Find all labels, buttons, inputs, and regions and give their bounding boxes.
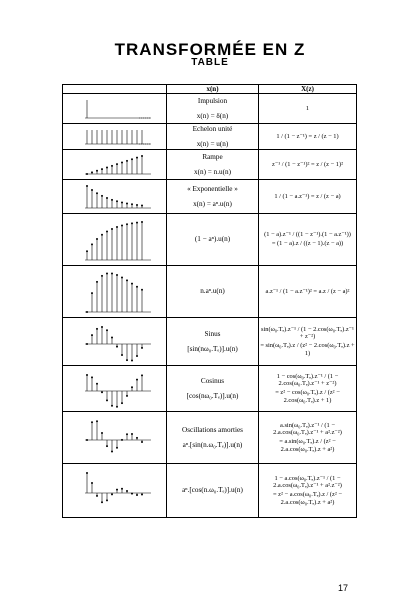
signal-definition-cell (167, 464, 259, 518)
signal-plot-cell (63, 464, 167, 518)
stem-marker (106, 197, 108, 199)
stem-marker (136, 285, 138, 287)
stem-marker (96, 192, 98, 194)
stem-marker (96, 382, 98, 384)
stem-marker (111, 336, 113, 338)
stem-marker (86, 343, 88, 345)
signal-name: Cosinus (200, 376, 225, 385)
stem-marker (126, 489, 128, 491)
signal-expression: aⁿ.[cos(n.ω₀.Tₑ)].u(n) (182, 486, 243, 495)
z-transform-cell (259, 94, 357, 124)
stem-marker (111, 493, 113, 495)
signal-expression: aⁿ.[sin(n.ω₀.Tₑ)].u(n) (182, 440, 243, 449)
signal-name: Oscillations amorties (182, 425, 243, 434)
stem-marker (136, 156, 138, 158)
stem-marker (121, 224, 123, 226)
stem-marker (101, 233, 103, 235)
stem-marker (116, 273, 118, 275)
stem-marker (131, 222, 133, 224)
signal-expression: x(n) = δ(n) (196, 111, 229, 120)
stem-marker (131, 282, 133, 284)
table-row (63, 94, 357, 124)
stem-marker (136, 354, 138, 356)
stem-marker (141, 221, 143, 223)
stem-marker (106, 329, 108, 331)
stem-marker (106, 399, 108, 401)
signal-plot-cell (63, 318, 167, 366)
stem-marker (116, 163, 118, 165)
signal-name: Sinus (204, 329, 221, 338)
table-row (63, 214, 357, 266)
z-transform-expression: = (1 − a).z / ((z − 1).(z − a)) (271, 240, 344, 247)
signal-name: Echelon unité (192, 124, 233, 133)
stem-marker (96, 327, 98, 329)
stem-marker (101, 194, 103, 196)
signal-definition-cell (167, 124, 259, 150)
stem-marker (121, 487, 123, 489)
table-row (63, 180, 357, 214)
sequence-plot-sin (65, 319, 165, 365)
stem-marker (126, 202, 128, 204)
sequence-plot-step (65, 125, 165, 149)
signal-expression: [sin(nω₀.Tₑ)].u(n) (187, 344, 238, 353)
stem-marker (111, 228, 113, 230)
z-transform-expression: sin(ω₀.Tₑ).z⁻¹ / (1 − 2.cos(ω₀.Tₑ).z⁻¹ + z⁻²) (261, 325, 354, 341)
z-transform-cell (259, 180, 357, 214)
sequence-plot-exp (65, 181, 165, 213)
stem-marker (86, 374, 88, 376)
header-plot-spacer (63, 85, 167, 94)
table-row (63, 124, 357, 150)
signal-expression: n.aⁿ.u(n) (200, 287, 225, 296)
stem-marker (101, 391, 103, 393)
table-row (63, 366, 357, 412)
signal-plot-cell (63, 214, 167, 266)
z-transform-cell (259, 214, 357, 266)
z-transform-expression: = z² − cos(ω₀.Tₑ).z / (z² − 2.cos(ω₀.Tₑ).z + 1) (275, 389, 340, 404)
z-transform-expression: 1 (305, 104, 310, 112)
page-subtitle: TABLE (191, 57, 229, 68)
stem-marker (116, 446, 118, 448)
stem-marker (86, 173, 88, 175)
stem-marker (111, 272, 113, 274)
stem-marker (96, 169, 98, 171)
z-transform-expression: 1 − a.cos(ω₀.Tₑ).z⁻¹ / (1 − 2.a.cos(ω₀.Tₑ).z⁻¹ + a².z⁻²) (273, 474, 342, 490)
stem-marker (116, 226, 118, 228)
stem-marker (86, 439, 88, 441)
stem-marker (126, 223, 128, 225)
z-transform-expression: 1 − cos(ω₀.Tₑ).z⁻¹ / (1 − 2.cos(ω₀.Tₑ).z⁻¹ + z⁻²) (276, 372, 339, 388)
signal-plot-cell (63, 266, 167, 318)
stem-marker (141, 493, 143, 495)
signal-plot-cell (63, 150, 167, 180)
sequence-plot-impulse (65, 95, 165, 123)
stem-marker (96, 420, 98, 422)
z-transform-cell (259, 366, 357, 412)
stem-marker (91, 171, 93, 173)
stem-marker (141, 374, 143, 376)
signal-name: « Exponentielle » (187, 184, 238, 193)
stem-marker (96, 237, 98, 239)
signal-plot-cell (63, 94, 167, 124)
column-header-xz: X(z) (259, 85, 357, 94)
stem-marker (106, 499, 108, 501)
stem-marker (86, 185, 88, 187)
signal-definition-cell (167, 94, 259, 124)
table-row (63, 464, 357, 518)
signal-definition-cell (167, 366, 259, 412)
stem-marker (91, 292, 93, 294)
stem-marker (141, 441, 143, 443)
z-transform-expression: a.sin(ω₀.Tₑ).z⁻¹ / (1 − 2.a.cos(ω₀.Tₑ).z⁻¹ + a².z⁻²) (273, 421, 342, 437)
z-transform-expression: = a.sin(ω₀.Tₑ).z / (z² − 2.a.cos(ω₀.Tₑ).z + a²) (279, 438, 336, 453)
stem-marker (141, 346, 143, 348)
stem-marker (91, 243, 93, 245)
stem-marker (91, 421, 93, 423)
stem-marker (86, 311, 88, 313)
sequence-plot-ramp (65, 151, 165, 179)
signal-name: Rampe (202, 152, 223, 161)
stem-marker (101, 168, 103, 170)
sequence-plot-oneminus (65, 215, 165, 265)
z-transform-expression: = sin(ω₀.Tₑ).z / (z² − 2.cos(ω₀.Tₑ).z + 1) (260, 342, 355, 357)
signal-expression: (1 − aⁿ).u(n) (194, 235, 231, 244)
stem-marker (131, 158, 133, 160)
z-transform-cell (259, 318, 357, 366)
signal-expression: x(n) = aⁿ.u(n) (193, 199, 232, 208)
signal-definition-cell (167, 412, 259, 464)
stem-marker (136, 378, 138, 380)
stem-marker (111, 450, 113, 452)
stem-marker (141, 155, 143, 157)
z-transform-cell (259, 412, 357, 464)
z-transform-cell (259, 150, 357, 180)
signal-expression: [cos(nω₀.Tₑ)].u(n) (186, 391, 239, 400)
stem-marker (136, 203, 138, 205)
stem-marker (121, 402, 123, 404)
z-transform-cell (259, 464, 357, 518)
signal-definition-cell (167, 214, 259, 266)
stem-marker (106, 166, 108, 168)
signal-definition-cell (167, 180, 259, 214)
stem-marker (121, 438, 123, 440)
page-number: 17 (337, 583, 348, 593)
stem-marker (141, 288, 143, 290)
signal-plot-cell (63, 124, 167, 150)
stem-marker (91, 188, 93, 190)
signal-plot-cell (63, 180, 167, 214)
stem-marker (101, 432, 103, 434)
signal-plot-cell (63, 412, 167, 464)
sequence-plot-dcos (65, 465, 165, 517)
signal-name: Impulsion (197, 96, 228, 105)
sequence-plot-naexp (65, 267, 165, 317)
stem-marker (121, 354, 123, 356)
stem-marker (116, 488, 118, 490)
z-transform-expression: = z² − a.cos(ω₀.Tₑ).z / (z² − 2.a.cos(ω₀.Tₑ).z + a²) (272, 491, 343, 506)
stem-marker (131, 359, 133, 361)
signal-expression: x(n) = u(n) (196, 139, 229, 148)
signal-definition-cell (167, 150, 259, 180)
stem-marker (106, 272, 108, 274)
signal-expression: x(n) = n.u(n) (194, 167, 231, 176)
stem-marker (91, 334, 93, 336)
z-transform-expression: (1 − a).z⁻¹ / ((1 − z⁻¹).(1 − a.z⁻¹)) (264, 231, 351, 239)
stem-marker (131, 433, 133, 435)
stem-marker (106, 230, 108, 232)
stem-marker (126, 433, 128, 435)
stem-marker (91, 376, 93, 378)
stem-marker (101, 501, 103, 503)
stem-marker (96, 280, 98, 282)
z-transform-expression: 1 / (1 − z⁻¹) = z / (z − 1) (276, 132, 339, 140)
stem-marker (131, 203, 133, 205)
stem-marker (111, 164, 113, 166)
stem-marker (111, 404, 113, 406)
stem-marker (121, 276, 123, 278)
z-transform-expression: a.z⁻¹ / (1 − a.z⁻¹)² = a.z / (z − a)² (265, 287, 350, 295)
sequence-plot-dsin (65, 413, 165, 463)
stem-marker (86, 250, 88, 252)
stem-marker (96, 494, 98, 496)
stem-marker (116, 345, 118, 347)
table-row (63, 266, 357, 318)
stem-marker (116, 200, 118, 202)
z-transform-cell (259, 266, 357, 318)
stem-marker (101, 274, 103, 276)
page-title: TRANSFORMÉE EN Z (114, 40, 306, 59)
stem-marker (121, 201, 123, 203)
stem-marker (141, 204, 143, 206)
stem-marker (101, 326, 103, 328)
z-transform-expression: z⁻¹ / (1 − z⁻¹)² = z / (z − 1)² (272, 160, 343, 168)
table-row (63, 150, 357, 180)
stem-marker (106, 445, 108, 447)
stem-marker (136, 221, 138, 223)
stem-marker (131, 492, 133, 494)
signal-plot-cell (63, 366, 167, 412)
stem-marker (136, 436, 138, 438)
stem-marker (126, 359, 128, 361)
stem-marker (126, 394, 128, 396)
z-transform-table (62, 84, 357, 518)
column-header-xn: x(n) (167, 85, 259, 94)
stem-marker (126, 279, 128, 281)
stem-marker (111, 198, 113, 200)
sequence-plot-cos (65, 367, 165, 411)
stem-marker (91, 482, 93, 484)
table-row (63, 412, 357, 464)
stem-marker (131, 386, 133, 388)
signal-definition-cell (167, 318, 259, 366)
stem-marker (86, 472, 88, 474)
z-transform-expression: 1 / (1 − a.z⁻¹) = z / (z − a) (274, 192, 341, 200)
stem-marker (126, 159, 128, 161)
stem-marker (121, 161, 123, 163)
z-transform-cell (259, 124, 357, 150)
signal-definition-cell (167, 266, 259, 318)
table-row (63, 318, 357, 366)
stem-marker (116, 405, 118, 407)
stem-marker (136, 493, 138, 495)
